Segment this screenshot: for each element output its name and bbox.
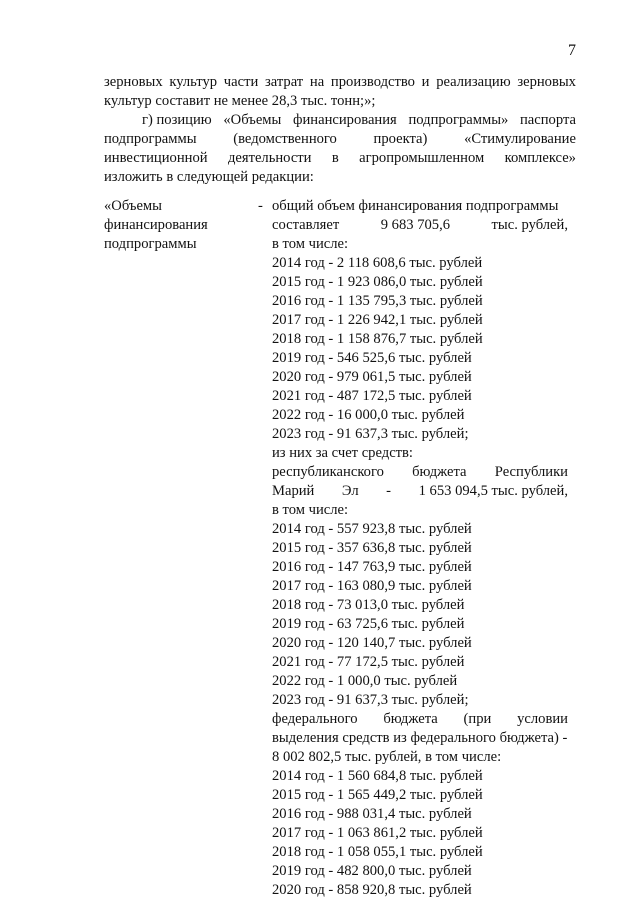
word: в: [331, 150, 339, 166]
label-line: «Объемы: [104, 198, 162, 214]
federal-line-1: [272, 710, 568, 729]
total-year-row: 2014 год - 2 118 608,6 тыс. рублей: [272, 255, 483, 271]
republican-year-row: 2016 год - 147 763,9 тыс. рублей: [272, 559, 472, 575]
intro-line-1: [104, 73, 576, 92]
republican-year-row: 2015 год - 357 636,8 тыс. рублей: [272, 540, 472, 556]
republican-year-row: 2021 год - 77 172,5 тыс. рублей: [272, 654, 465, 670]
word: тыс. рублей,: [491, 217, 568, 233]
financing-details: [272, 197, 568, 900]
total-year-row: 2015 год - 1 923 086,0 тыс. рублей: [272, 274, 483, 290]
total-line-2: [272, 216, 568, 235]
financing-label: [104, 197, 244, 254]
word: «Объемы: [223, 112, 282, 128]
word: Марий: [272, 483, 315, 499]
intro-line-3: [104, 111, 576, 130]
word: -: [386, 483, 392, 499]
total-year-row: 2018 год - 1 158 876,7 тыс. рублей: [272, 331, 483, 347]
word: паспорта: [519, 112, 576, 128]
federal-year-row: 2015 год - 1 565 449,2 тыс. рублей: [272, 787, 483, 803]
federal-year-row: 2017 год - 1 063 861,2 тыс. рублей: [272, 825, 483, 841]
intro-line-2: культур составит не менее 28,3 тыс. тонн;»;: [104, 93, 376, 109]
total-amount: 9 683 705,6: [380, 217, 451, 233]
word: производство: [330, 74, 415, 90]
word: реализацию: [436, 74, 511, 90]
intro-paragraph: [104, 73, 576, 187]
page-number: 7: [568, 42, 576, 59]
word: республиканского: [272, 464, 384, 480]
federal-year-row: 2014 год - 1 560 684,8 тыс. рублей: [272, 768, 483, 784]
intro-line-6: изложить в следующей редакции:: [104, 169, 314, 185]
label-line: финансирования: [104, 217, 208, 233]
from-them-label: из них за счет средств:: [272, 445, 413, 461]
word: подпрограммы: [104, 131, 197, 147]
total-year-row: 2017 год - 1 226 942,1 тыс. рублей: [272, 312, 483, 328]
word: культур: [169, 74, 218, 90]
word: зерновых: [517, 74, 576, 90]
word: «Стимулирование: [464, 131, 576, 147]
word: бюджета: [412, 464, 467, 480]
word: деятельности: [227, 150, 312, 166]
intro-line-4: [104, 130, 576, 149]
word: проекта): [373, 131, 428, 147]
total-line-1: общий объем финансирования подпрограммы: [272, 198, 559, 214]
republican-year-row: 2019 год - 63 725,6 тыс. рублей: [272, 616, 465, 632]
federal-year-row: 2019 год - 482 800,0 тыс. рублей: [272, 863, 472, 879]
republican-year-row: 2017 год - 163 080,9 тыс. рублей: [272, 578, 472, 594]
republican-year-row: 2023 год - 91 637,3 тыс. рублей;: [272, 692, 469, 708]
total-year-row: 2022 год - 16 000,0 тыс. рублей: [272, 407, 465, 423]
total-year-row: 2019 год - 546 525,6 тыс. рублей: [272, 350, 472, 366]
label-line: подпрограммы: [104, 236, 197, 252]
intro-line-5: [104, 149, 576, 168]
word: комплексе»: [504, 150, 576, 166]
word: финансирования: [293, 112, 397, 128]
republican-year-row: 2022 год - 1 000,0 тыс. рублей: [272, 673, 458, 689]
word: подпрограммы»: [408, 112, 509, 128]
total-year-row: 2021 год - 487 172,5 тыс. рублей: [272, 388, 472, 404]
word: условии: [517, 711, 568, 727]
republican-year-row: 2018 год - 73 013,0 тыс. рублей: [272, 597, 465, 613]
word: затрат: [264, 74, 304, 90]
republican-year-row: 2020 год - 120 140,7 тыс. рублей: [272, 635, 472, 651]
federal-year-row: 2020 год - 858 920,8 тыс. рублей: [272, 882, 472, 898]
word: г) позицию: [142, 112, 212, 128]
word: Эл: [341, 483, 359, 499]
word: инвестиционной: [104, 150, 208, 166]
federal-year-row: 2016 год - 988 031,4 тыс. рублей: [272, 806, 472, 822]
federal-line-3: 8 002 802,5 тыс. рублей, в том числе:: [272, 749, 502, 765]
including-label: в том числе:: [272, 236, 349, 252]
republican-year-row: 2014 год - 557 923,8 тыс. рублей: [272, 521, 472, 537]
word: (при: [463, 711, 492, 727]
word: (ведомственного: [233, 131, 337, 147]
word: агропромышленном: [359, 150, 485, 166]
federal-year-row: 2018 год - 1 058 055,1 тыс. рублей: [272, 844, 483, 860]
total-year-row: 2016 год - 1 135 795,3 тыс. рублей: [272, 293, 483, 309]
republican-line-1: [272, 463, 568, 482]
total-year-row: 2023 год - 91 637,3 тыс. рублей;: [272, 426, 469, 442]
word: на: [309, 74, 325, 90]
republican-amount: 1 653 094,5 тыс. рублей,: [418, 483, 568, 499]
federal-line-2: выделения средств из федерального бюджета) -: [272, 730, 568, 746]
label-dash: -: [258, 198, 263, 214]
word: федерального: [272, 711, 358, 727]
word: бюджета: [383, 711, 438, 727]
word: и: [421, 74, 430, 90]
word: зерновых: [104, 74, 163, 90]
republican-line-2: [272, 482, 568, 501]
total-year-row: 2020 год - 979 061,5 тыс. рублей: [272, 369, 472, 385]
republican-including-label: в том числе:: [272, 502, 349, 518]
word: составляет: [272, 217, 340, 233]
word: Республики: [494, 464, 568, 480]
word: части: [223, 74, 259, 90]
